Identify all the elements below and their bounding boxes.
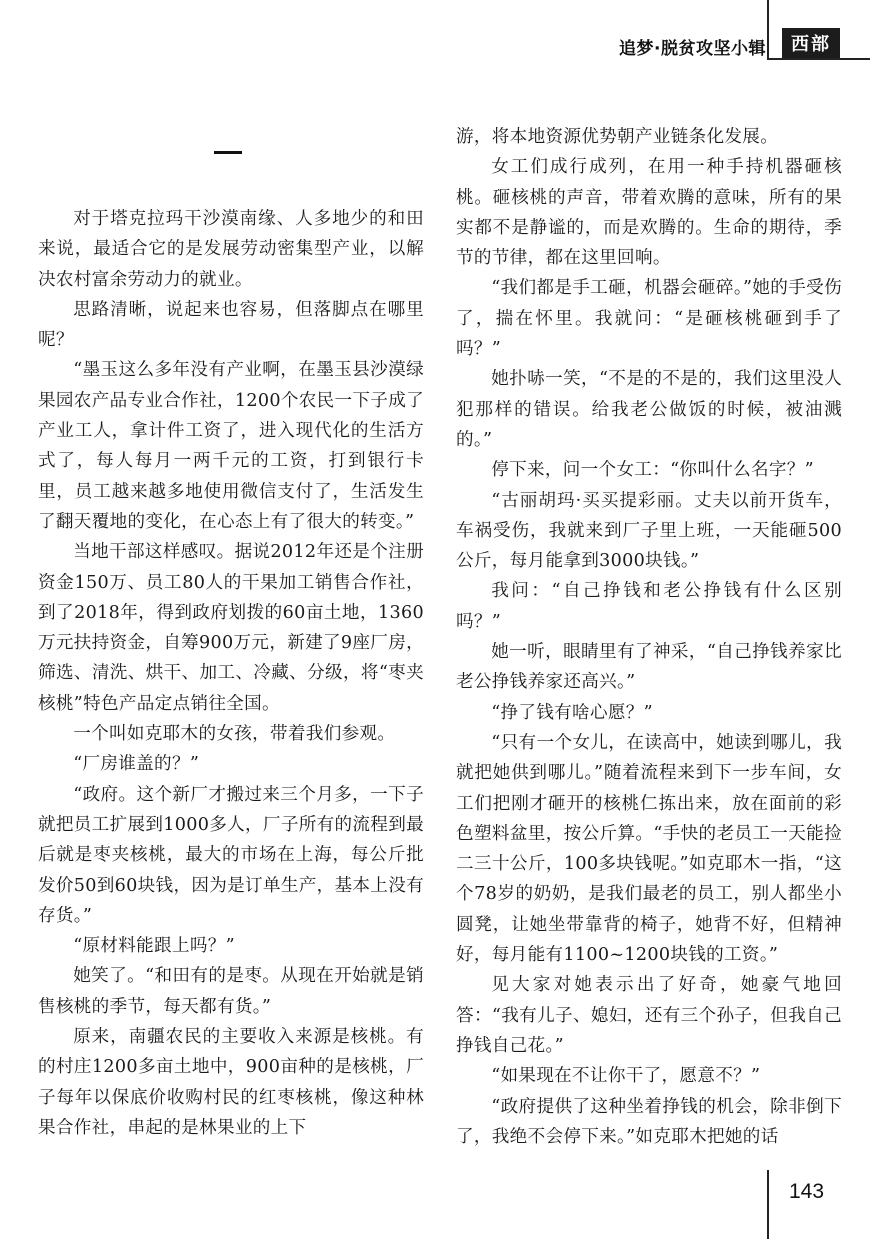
- paragraph: 我问：“自己挣钱和老公挣钱有什么区别吗？”: [456, 581, 842, 632]
- paragraph: “我们都是手工砸，机器会砸碎。”她的手受伤了，揣在怀里。我就问：“是砸核桃砸到手了吗？”: [456, 278, 842, 360]
- paragraph: 她一听，眼睛里有了神采，“自己挣钱养家比老公挣钱养家还高兴。”: [456, 642, 842, 693]
- page-number: 143: [789, 1180, 825, 1203]
- left-column: [38, 204, 424, 1143]
- paragraph: 女工们成行成列，在用一种手持机器砸核桃。砸核桃的声音，带着欢腾的意味，所有的果实都不是静谧的，而是欢腾的。生命的期待，季节的节律，都在这里回响。: [456, 157, 842, 269]
- paragraph: “厂房谁盖的？”: [73, 754, 200, 775]
- section-number: [214, 151, 242, 154]
- paragraph: 一个叫如克耶木的女孩，带着我们参观。: [73, 724, 396, 745]
- paragraph: “政府。这个新厂才搬过来三个月多，一下子就把员工扩展到1000多人，厂子所有的流程到最后就是枣夹核桃，最大的市场在上海，每公斤批发价50到60块钱，因为是订单生产，基本上没有存货。”: [38, 784, 424, 926]
- paragraph: “挣了钱有啥心愿？”: [491, 702, 653, 723]
- paragraph: 她笑了。“和田有的是枣。从现在开始就是销售核桃的季节，每天都有货。”: [38, 966, 424, 1017]
- paragraph: 思路清晰，说起来也容易，但落脚点在哪里呢？: [38, 299, 424, 351]
- paragraph: “如果现在不让你干了，愿意不？”: [491, 1066, 761, 1087]
- paragraph: “政府提供了这种坐着挣钱的机会，除非倒下了，我绝不会停下来。”如克耶木把她的话: [456, 1096, 842, 1147]
- header-horizontal-rule: [767, 58, 870, 60]
- footer-vertical-rule: [767, 1170, 769, 1239]
- header-vertical-rule: [767, 0, 769, 60]
- right-column: [456, 122, 842, 1152]
- paragraph: “古丽胡玛·买买提彩丽。丈夫以前开货车，车祸受伤，我就来到厂子里上班，一天能砸500公斤，每月能拿到3000块钱。”: [456, 490, 842, 572]
- paragraph: 原来，南疆农民的主要收入来源是核桃。有的村庄1200多亩土地中，900亩种的是核桃，厂子每年以保底价收购村民的红枣核桃，像这种林果合作社，串起的是林果业的上下: [38, 1027, 424, 1138]
- paragraph: 见大家对她表示出了好奇，她豪气地回答：“我有儿子、媳妇，还有三个孙子，但我自己挣钱自己花。”: [456, 975, 842, 1056]
- paragraph: “原材料能跟上吗？”: [73, 936, 235, 957]
- paragraph: “只有一个女儿，在读高中，她读到哪儿，我就把她供到哪儿。”随着流程来到下一步车间，女工们把刚才砸开的核桃仁拣出来，放在面前的彩色塑料盆里，按公斤算。“手快的老员工一天能捡二三十公斤，100多块钱呢。”如克耶木一指，“这个78岁的奶奶，是我们最老的员工，别人都坐小圆凳，让她坐带靠背的椅子，她背不好，但精神好，每月能有1100~1200块钱的工资。”: [456, 732, 842, 966]
- magazine-logo: 西部: [782, 28, 840, 58]
- paragraph: 对于塔克拉玛干沙漠南缘、人多地少的和田来说，最适合它的是发展劳动密集型产业，以解决农村富余劳动力的就业。: [38, 209, 424, 290]
- series-title: 追梦·脱贫攻坚小辑: [619, 39, 766, 59]
- paragraph-continuation: 游，将本地资源优势朝产业链条化发展。: [456, 127, 779, 147]
- paragraph: “墨玉这么多年没有产业啊，在墨玉县沙漠绿果园农产品专业合作社，1200个农民一下子成了产业工人，拿计件工资了，进入现代化的生活方式了，每人每月一两千元的工资，打到银行卡里，员工越来越多地使用微信支付了，生活发生了翻天覆地的变化，在心态上有了很大的转变。”: [38, 360, 424, 532]
- paragraph: 停下来，问一个女工：“你叫什么名字？”: [491, 460, 814, 481]
- paragraph: 她扑哧一笑，“不是的不是的，我们这里没人犯那样的错误。给我老公做饭的时候，被油溅的。”: [456, 369, 842, 450]
- paragraph: 当地干部这样感叹。据说2012年还是个注册资金150万、员工80人的干果加工销售合作社，到了2018年，得到政府划拨的60亩土地，1360万元扶持资金，自筹900万元，新建了9座厂房，筛选、清洗、烘干、加工、冷藏、分级，将“枣夹核桃”特色产品定点销往全国。: [38, 542, 424, 714]
